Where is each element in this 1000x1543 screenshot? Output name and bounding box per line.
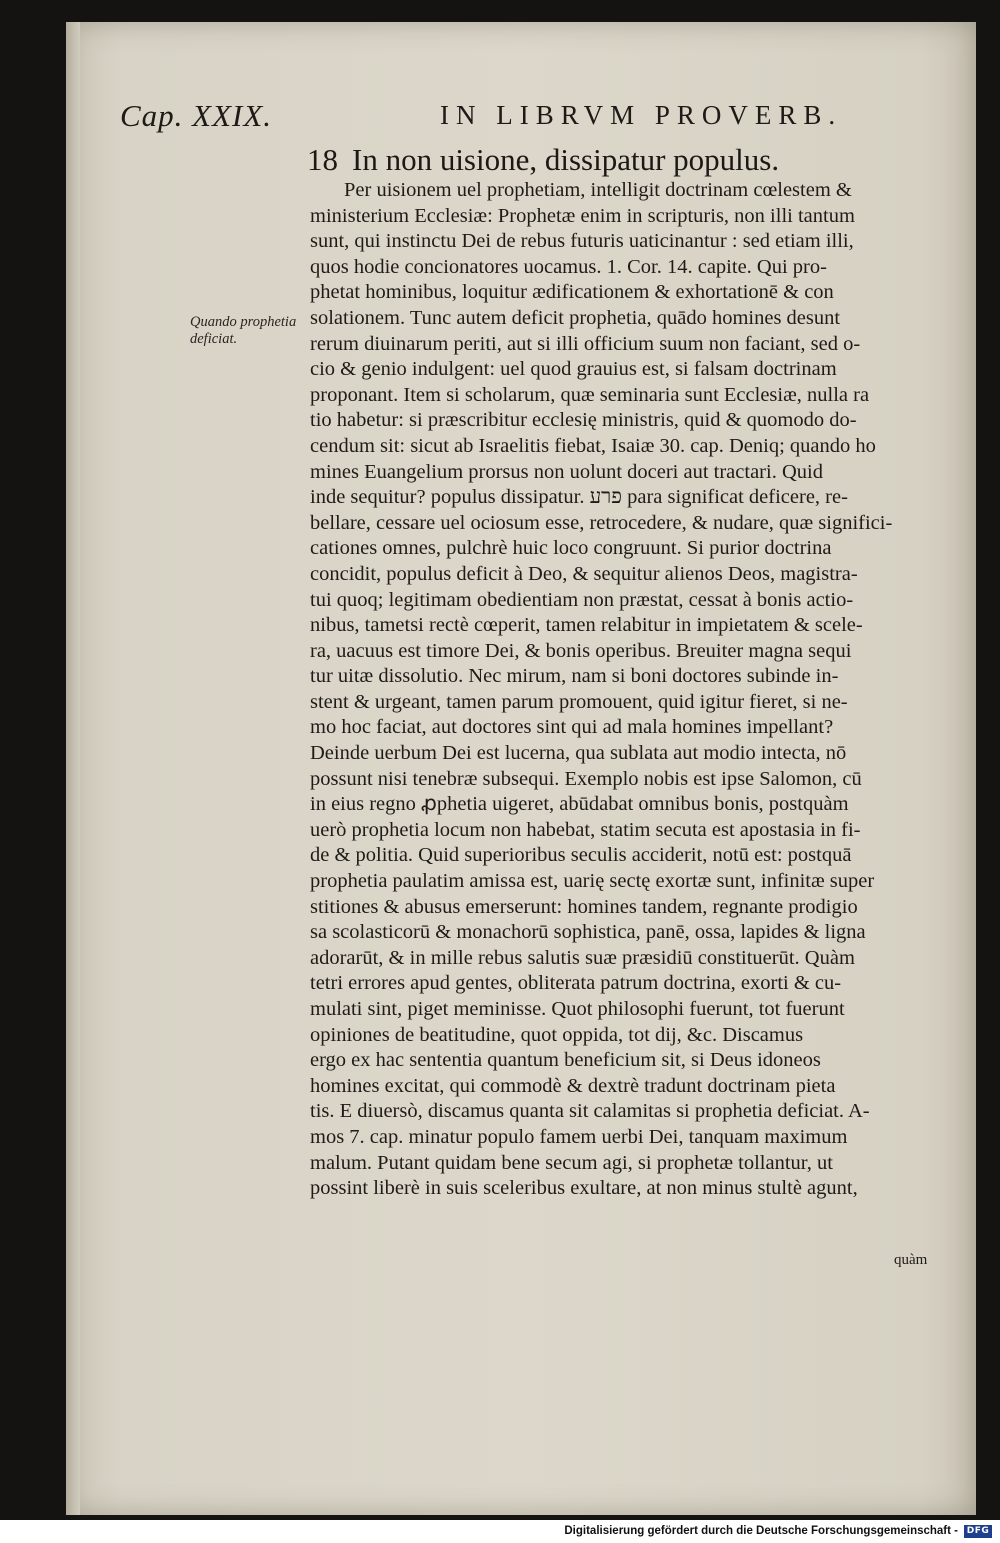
text-line: possint liberè in suis sceleribus exultare, at non minus stultè agunt, [310,1177,858,1200]
catchword: quàm [894,1252,928,1268]
text-line: tis. E diuersò, discamus quanta sit calamitas si prophetia deficiat. A- [310,1100,870,1123]
text-line: solationem. Tunc autem deficit prophetia, quādo homines desunt [310,306,841,329]
text-line: in eius regno ꝓphetia uigeret, abūdabat omnibus bonis, postquàm [310,793,849,816]
text-line: mos 7. cap. minatur populo famem uerbi Dei, tanquam maximum [310,1125,848,1148]
page-edge [66,22,80,1515]
text-line: cendum sit: sicut ab Israelitis fiebat, Isaiæ 30. cap. Deniq; quando ho [310,434,876,457]
running-head [120,98,960,138]
funding-credit: Digitalisierung gefördert durch die Deutsche Forschungsgemeinschaft - [564,1525,958,1537]
text-line: phetat hominibus, loquitur ædificationem & exhortationē & con [310,281,834,304]
text-line: proponant. Item si scholarum, quæ seminaria sunt Ecclesiæ, nulla ra [310,383,870,406]
text-line: de & politia. Quid superioribus seculis acciderit, notū est: postquā [310,844,852,867]
text-line: adorarūt, & in mille rebus salutis suæ præsidiū constituerūt. Quàm [310,946,855,969]
text-line: Per uisionem uel prophetiam, intelligit doctrinam cœlestem & [344,179,852,201]
text-line: homines excitat, qui commodè & dextrè tradunt doctrinam pieta [310,1074,836,1097]
chapter-label: Cap. XXIX. [120,98,273,133]
commentary-text [310,178,956,1202]
text-line: bellare, cessare uel ociosum esse, retrocedere, & nudare, quæ significi- [310,511,893,534]
footer-bar [0,1520,1000,1543]
text-line: rerum diuinarum periti, aut si illi officium suum non faciant, sed o- [310,332,861,355]
book-title: IN LIBRVM PROVERB. [440,100,843,130]
text-line: opiniones de beatitudine, quot oppida, tot dij, &c. Discamus [310,1023,804,1046]
text-line: tio habetur: si præscribitur ecclesię ministris, quid & quomodo do- [310,409,857,432]
verse-number: 18 [307,142,338,177]
text-line: tui quoq; legitimam obedientiam non præstat, cessat à bonis actio- [310,588,854,611]
text-line: mines Euangelium prorsus non uolunt doceri aut tractari. Quid [310,460,823,483]
text-line: ministerium Ecclesiæ: Prophetæ enim in scripturis, non illi tantum [310,204,855,227]
text-line: sa scolasticorū & monachorū sophistica, panē, ossa, lapides & ligna [310,921,866,944]
text-line: ergo ex hac sententia quantum beneficium sit, si Deus idoneos [310,1049,821,1072]
margin-note: Quando prophetia deficiat. [190,314,297,347]
text-line: nibus, tametsi rectè cœperit, tamen relabitur in impietatem & scele- [310,614,863,637]
verse-heading [307,142,779,178]
text-line: tur uitæ dissolutio. Nec mirum, nam si boni doctores subinde in- [310,665,839,688]
text-line: uerò prophetia locum non habebat, statim secuta est apostasia in fi- [310,818,861,841]
text-line: tetri errores apud gentes, obliterata patrum doctrina, exorti & cu- [310,972,842,995]
text-line: mulati sint, piget meminisse. Quot philosophi fuerunt, tot fuerunt [310,998,845,1020]
text-line: concidit, populus deficit à Deo, & sequitur alienos Deos, magistra- [310,562,858,585]
text-line: stitiones & abusus emerserunt: homines tandem, regnante prodigio [310,895,858,918]
text-line: possunt nisi tenebræ subsequi. Exemplo nobis est ipse Salomon, cū [310,767,862,790]
text-line: cio & genio indulgent: uel quod grauius est, si falsam doctrinam [310,358,837,381]
text-line: malum. Putant quidam bene secum agi, si prophetæ tollantur, ut [310,1151,833,1174]
text-line: ra, uacuus est timore Dei, & bonis operibus. Breuiter magna sequi [310,639,852,662]
text-line: mo hoc faciat, aut doctores sint qui ad mala homines impellant? [310,716,834,739]
text-line: quos hodie concionatores uocamus. 1. Cor. 14. capite. Qui pro- [310,255,827,278]
text-line: prophetia paulatim amissa est, uarię sectę exortæ sunt, infinitæ super [310,870,875,893]
text-line: cationes omnes, pulchrè huic loco congruunt. Si purior doctrina [310,537,832,560]
text-line: Deinde uerbum Dei est lucerna, qua sublata aut modio intecta, nō [310,742,847,765]
text-line: sunt, qui instinctu Dei de rebus futuris uaticinantur : sed etiam illi, [310,230,854,253]
verse-text: In non uisione, dissipatur populus. [352,142,780,177]
dfg-logo: DFG [964,1525,992,1538]
text-line: inde sequitur? populus dissipatur. פרע para significat deficere, re- [310,486,848,509]
text-line: stent & urgeant, tamen parum promouent, quid igitur fieret, si ne- [310,690,848,713]
